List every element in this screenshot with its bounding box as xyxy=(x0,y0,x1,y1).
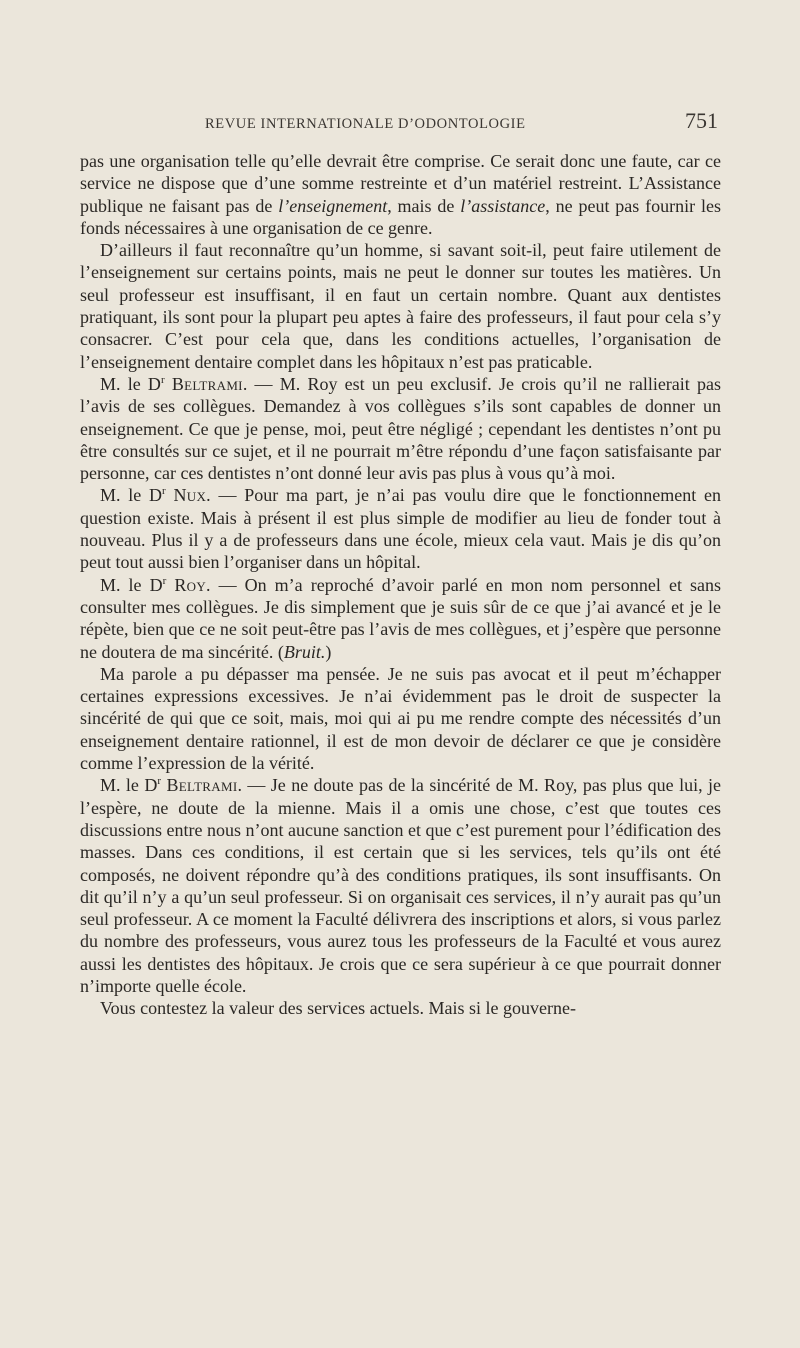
speaker-paragraph xyxy=(80,484,721,573)
italic-term: l’assistance xyxy=(460,195,546,216)
speaker-paragraph xyxy=(80,373,721,484)
speaker-text: . — M. Roy est un peu exclusif. Je crois qu’il ne rallierait pas l’avis de ses collègues. Demandez à vos collègues s’ils sont capables de donner un enseignement. Ce que je pense, moi, peut être négligé ; cependant les dentistes n’ont pu être consultés sur ce sujet, et il ne pourrait m’être répondu d’une façon satisfaisante par personne, car ces dentistes n’ont donné leur avis pas plus à vous qu’à moi. xyxy=(80,373,722,484)
running-header xyxy=(80,108,720,142)
running-title: REVUE INTERNATIONALE D’ODONTOLOGIE xyxy=(205,116,526,132)
speaker-name: Roy xyxy=(174,574,207,595)
speaker-text: . — Pour ma part, je n’ai pas voulu dire que le fonctionnement en question existe. Mais à présent il est plus simple de modifier au lieu de fonder tout à nouveau. Plus il y a de professeurs dans une école, mieux cela vaut. Mais je dis qu’on peut tout aussi bien l’organiser dans un hôpital. xyxy=(80,485,722,573)
speaker-text-end: ) xyxy=(325,641,332,662)
speaker-sup: r xyxy=(160,373,165,386)
speaker-sup: r xyxy=(157,775,162,788)
speaker-sup: r xyxy=(162,485,166,498)
paragraph-text: , mais de xyxy=(387,195,461,216)
speaker-name: Beltrami xyxy=(171,373,243,394)
paragraph-text: pas une organisation telle qu’elle devrait être comprise. Ce serait donc une faute, car ce service ne dispose que d’une somme restreinte et d’un matériel restreint. L’Assistance publique ne faisant pas de xyxy=(80,151,721,216)
speaker-sup: r xyxy=(162,574,167,587)
speaker-prefix: M. le D xyxy=(100,775,158,796)
speaker-prefix: M. le D xyxy=(100,373,161,394)
speaker-text: . — On m’a reproché d’avoir parlé en mon nom personnel et sans consulter mes collègues. Je dis simplement que je suis sûr de ce que j’ai avancé et je le répète, bien que ce ne soit peut-être pas l’avis de mes collègues, et j’espère que personne ne doutera de ma sincérité. ( xyxy=(80,574,722,662)
speaker-name: Beltrami xyxy=(166,775,238,796)
paragraph-text: , ne peut pas fournir les fonds nécessaires à une organisation de ce genre. xyxy=(80,195,721,238)
speaker-prefix: M. le D xyxy=(100,574,163,595)
speaker-paragraph xyxy=(80,574,721,663)
speaker-text: . — Je ne doute pas de la sincérité de M. Roy, pas plus que lui, je l’espère, ne doute de la mienne. Mais il a omis une chose, c’est que toutes ces discussions entre nous n’ont aucune sanction et que c’est purement pour l’édification des masses. Dans ces conditions, il est certain que si les services, tels qu’ils ont été composés, ne doivent répondre qu’à des conditions pratiques, ils sont insuffisants. On dit qu’il n’y a qu’un seul professeur. Si on organisait ces services, il n’y aurait pas qu’un seul professeur. A ce moment la Faculté délivrera des inscriptions et alors, si vous parlez du nombre des professeurs, vous aurez tous les professeurs de la Faculté et vous aurez aussi les dentistes des hôpitaux. Je crois que ce sera supérieur à ce que pourrait donner n’importe quelle école. xyxy=(80,775,722,996)
paragraph: D’ailleurs il faut reconnaître qu’un homme, si savant soit-il, peut faire utilement de l’enseignement sur certains points, mais ne peut le donner sur toutes les matières. Un seul professeur est insuffisant, il en faut un certain nombre. Quant aux dentistes pratiquant, ils sont pour la plupart peu aptes à faire des professeurs, il faut pour cela s’y consacrer. C’est pour cela que, dans les conditions actuelles, l’organisation de l’enseignement dentaire complet dans les hôpitaux n’est pas praticable. xyxy=(80,240,721,372)
stage-direction: Bruit. xyxy=(283,641,326,662)
speaker-paragraph xyxy=(80,774,721,997)
page-number: 751 xyxy=(685,108,718,133)
paragraph: Ma parole a pu dépasser ma pensée. Je ne suis pas avocat et il peut m’échapper certaines expressions excessives. Je n’ai évidemment pas le droit de suspecter la sincérité de qui que ce soit, mais, moi qui ai pu me rendre compte des nécessités d’un enseignement dentaire rationnel, il est de mon devoir de déclarer ce que je considère comme l’expression de la vérité. xyxy=(80,663,721,774)
body-text xyxy=(80,150,721,1020)
speaker-name: Nux xyxy=(173,485,207,506)
italic-term: l’enseignement xyxy=(278,195,388,216)
speaker-prefix: M. le D xyxy=(100,485,163,506)
paragraph xyxy=(80,150,721,239)
paragraph: Vous contestez la valeur des services actuels. Mais si le gouverne- xyxy=(100,998,577,1019)
